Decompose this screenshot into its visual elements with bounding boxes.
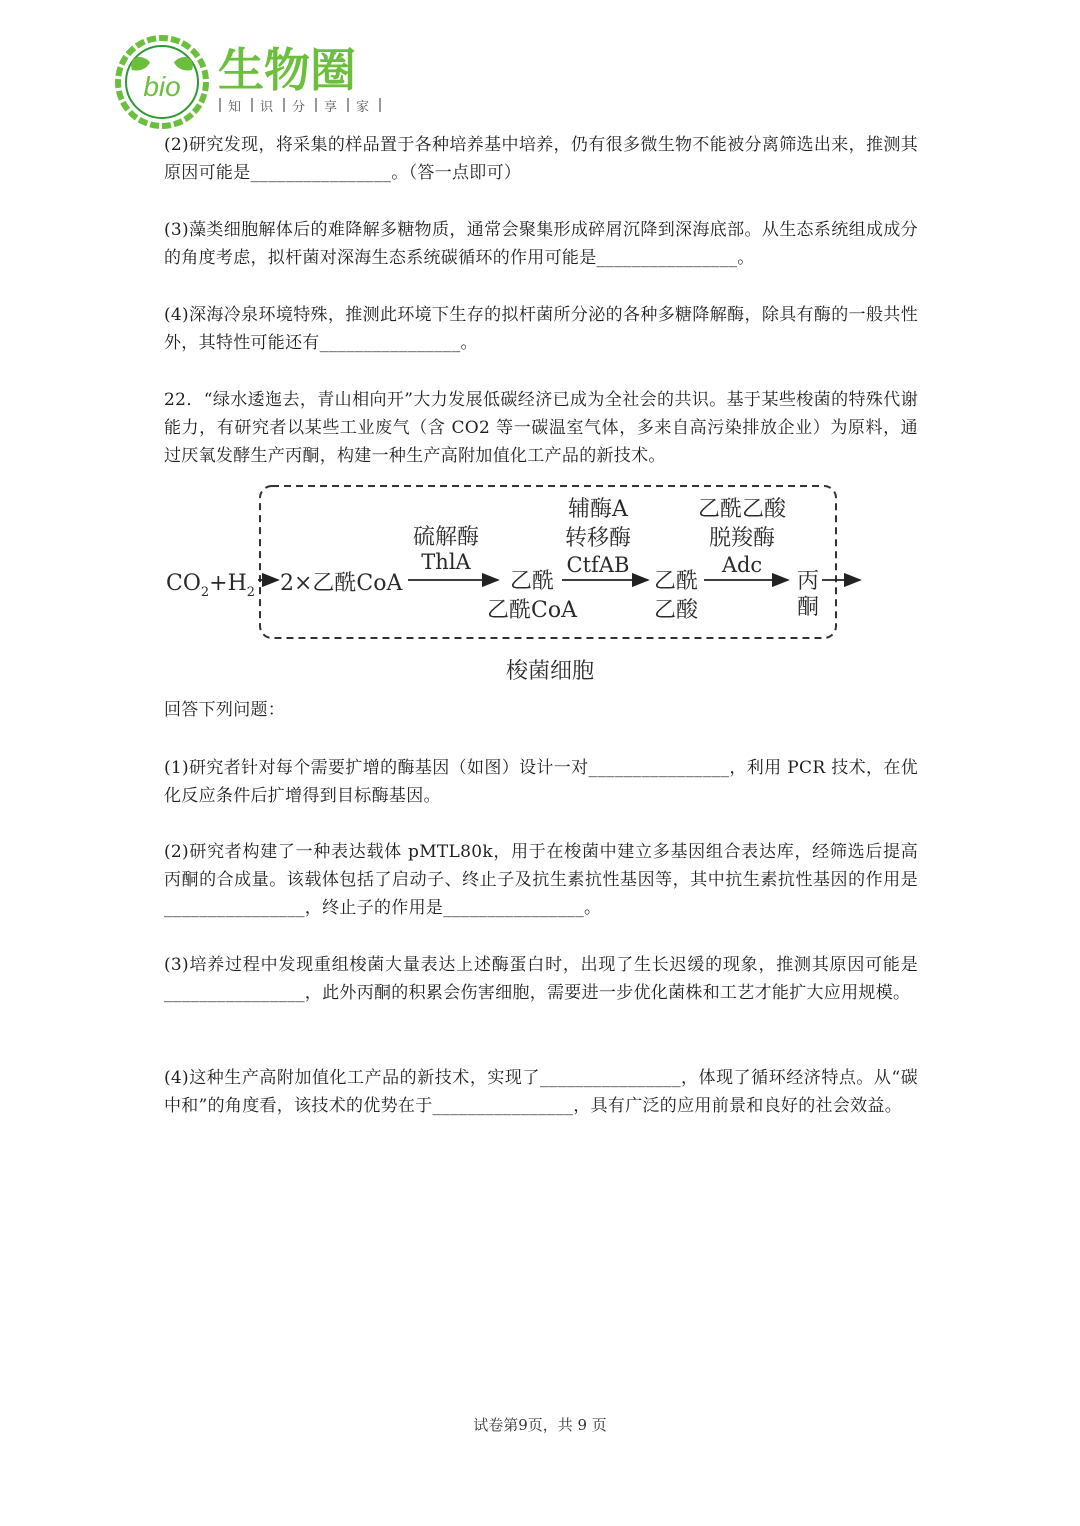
acetoacetate-line2: 乙酸 xyxy=(653,598,699,623)
acetoacetyl-coa-line1: 乙酰 xyxy=(509,569,555,594)
sub-question-1: (1)研究者针对每个需要扩增的酶基因（如图）设计一对________________，利用 PCR 技术，在优化反应条件后扩增得到目标酶基因。 xyxy=(164,758,918,806)
sub-question-2: (2)研究者构建了一种表达载体 pMTL80k，用于在梭菌中建立多基因组合表达库，经筛选后提高丙酮的合成量。该载体包括了启动子、终止子及抗生素抗性基因等，其中抗生素抗性基因的作用是________________，终止子的作用是________________。 xyxy=(164,842,918,918)
enzyme-coa-transferase-line1: 辅酶A xyxy=(568,497,628,522)
acetone-line2: 酮 xyxy=(796,595,820,620)
logo-mark-text: bio xyxy=(143,71,181,102)
logo-tagline-char: 享 xyxy=(324,100,338,115)
answer-prompt: 回答下列问题： xyxy=(164,700,286,720)
logo-tagline-char: 识 xyxy=(260,100,274,115)
logo-brand-text: 生物圈 xyxy=(218,43,356,97)
question-22-stem: 22．“绿水逶迤去，青山相向开”大力发展低碳经济已成为全社会的共识。基于某些梭菌的特殊代谢能力，有研究者以某些工业废气（含 CO2 等一碳温室气体，多来自高污染排放企业）为原料，通过厌氧发酵生产丙酮，构建一种生产高附加值化工产品的新技术。 xyxy=(164,390,918,466)
enzyme-thiolase-code: ThlA xyxy=(421,550,471,574)
acetone-line1: 丙 xyxy=(796,569,820,594)
enzyme-coa-transferase-line2: 转移酶 xyxy=(564,526,632,551)
page-footer: 试卷第9页，共 9 页 xyxy=(473,1416,607,1434)
sub-question-4: (4)这种生产高附加值化工产品的新技术，实现了________________，体现了循环经济特点。从“碳中和”的角度看，该技术的优势在于________________，具有广泛的应用前景和良好的社会效益。 xyxy=(164,1068,918,1116)
cell-caption: 梭菌细胞 xyxy=(505,659,595,684)
logo-tagline-char: 家 xyxy=(356,100,370,115)
pathway-diagram xyxy=(160,478,880,690)
question-4-text: (4)深海冷泉环境特殊，推测此环境下生存的拟杆菌所分泌的各种多糖降解酶，除具有酶的一般共性外，其特性可能还有________________。 xyxy=(164,305,918,353)
substrate-label: $CO_2+H_2$ xyxy=(166,571,256,600)
question-3-text: (3)藻类细胞解体后的难降解多糖物质，通常会聚集形成碎屑沉降到深海底部。从生态系统组成成分的角度考虑，拟杆菌对深海生态系统碳循环的作用可能是________________。 xyxy=(164,220,918,268)
enzyme-decarboxylase-code: Adc xyxy=(721,553,763,577)
acetoacetyl-coa-line2: 乙酰CoA xyxy=(487,598,577,623)
logo-tagline-char: 分 xyxy=(292,100,306,115)
enzyme-decarboxylase-line1: 乙酰乙酸 xyxy=(697,497,787,522)
logo-tagline-char: 知 xyxy=(228,100,242,115)
leaf-icon xyxy=(131,57,150,71)
enzyme-coa-transferase-code: CtfAB xyxy=(566,553,630,577)
enzyme-decarboxylase-line2: 脱羧酶 xyxy=(708,526,776,551)
acetoacetate-line1: 乙酰 xyxy=(653,569,699,594)
question-2-text: (2)研究发现，将采集的样品置于各种培养基中培养，仍有很多微生物不能被分离筛选出来，推测其原因可能是________________。（答一点即可） xyxy=(164,135,918,183)
acetyl-coa-label: 2×乙酰CoA xyxy=(280,571,403,596)
enzyme-thiolase-name: 硫解酶 xyxy=(412,525,480,550)
bio-logo xyxy=(110,28,390,138)
sub-question-3: (3)培养过程中发现重组梭菌大量表达上述酶蛋白时，出现了生长迟缓的现象，推测其原因可能是________________，此外丙酮的积累会伤害细胞，需要进一步优化菌株和工艺才能扩大应用规模。 xyxy=(164,955,918,1003)
